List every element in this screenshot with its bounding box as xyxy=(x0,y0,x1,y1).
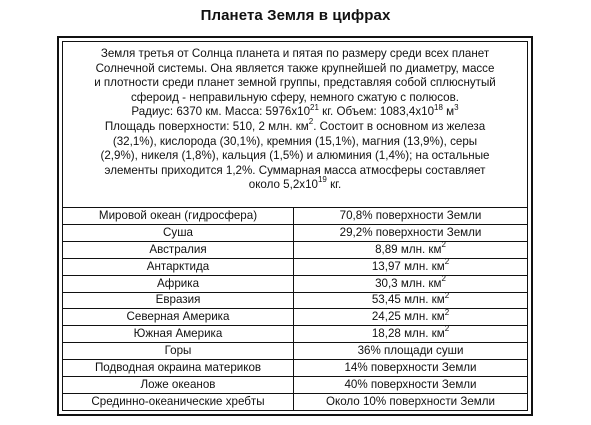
row-value-text: 24,25 млн. км xyxy=(371,310,445,324)
row-value-cell xyxy=(294,258,528,275)
row-value-text: 36% площади суши xyxy=(357,344,464,358)
intro-line-area xyxy=(67,117,523,135)
row-value-text: 18,28 млн. км xyxy=(371,327,445,341)
row-value-text: 29,2% поверхности Земли xyxy=(339,225,482,239)
row-name-cell: Евразия xyxy=(63,292,294,309)
facts-inner xyxy=(62,41,528,411)
table-row xyxy=(63,292,527,309)
page-title: Планета Земля в цифрах xyxy=(200,7,391,24)
mass-exponent: 21 xyxy=(310,102,319,112)
row-value-exponent: 2 xyxy=(444,258,450,266)
intro-line: элементы приходится 1,2%. Суммарная масса атмосферы составляет xyxy=(104,163,486,177)
row-value-cell xyxy=(294,377,528,394)
intro-line: (2,9%), никеля (1,8%), кальция (1,5%) и алюминия (1,4%); на остальные xyxy=(100,149,490,163)
row-value-exponent: 2 xyxy=(444,308,450,317)
row-value-cell xyxy=(294,326,528,343)
row-value-text: 40% поверхности Земли xyxy=(344,378,477,391)
facts-frame xyxy=(57,36,533,416)
row-value-cell xyxy=(294,343,528,360)
row-name-cell: Южная Америка xyxy=(63,326,294,343)
row-value-cell xyxy=(294,393,528,410)
volume-exponent: 18 xyxy=(434,102,443,112)
intro-line: Солнечной системы. Она является также крупнейшей по диаметру, массе xyxy=(95,61,495,75)
table-row xyxy=(63,208,527,224)
intro-text xyxy=(63,42,527,208)
intro-line-radius-mass-volume xyxy=(67,102,523,120)
volume-unit-exponent: 3 xyxy=(454,102,459,112)
facts-table-body xyxy=(63,208,527,410)
table-row xyxy=(63,241,527,258)
area-text: Площадь поверхности: 510, 2 млн. км xyxy=(104,119,309,133)
table-row xyxy=(63,258,527,275)
area-unit-exponent: 2 xyxy=(308,117,314,127)
row-value-cell xyxy=(294,241,528,258)
row-name-cell: Суша xyxy=(63,224,294,241)
table-row xyxy=(63,343,527,360)
atmosphere-unit: кг. xyxy=(326,178,342,192)
table-row xyxy=(63,360,527,377)
intro-line: Земля третья от Солнца планета и пятая по размеру среди всех планет xyxy=(100,47,490,60)
row-value-exponent: 2 xyxy=(444,325,450,334)
row-name-cell: Срединно-океанические хребты xyxy=(63,393,294,410)
row-value-cell xyxy=(294,292,528,309)
row-value-text: 70,8% поверхности Земли xyxy=(339,208,482,222)
intro-line: (32,1%), кислорода (30,1%), кремния (15,1%), магния (13,9%), серы xyxy=(112,134,478,148)
radius-mass-text: Радиус: 6370 км. Масса: 5976x10 xyxy=(131,105,311,119)
row-value-text: 53,45 млн. км xyxy=(371,293,445,307)
row-value-cell xyxy=(294,360,528,377)
intro-line: и плотности среди планет земной группы, представляя собой сплюснутый xyxy=(94,76,496,90)
row-value-cell xyxy=(294,224,528,241)
row-value-text: Около 10% поверхности Земли xyxy=(325,394,496,408)
row-value-text: 14% поверхности Земли xyxy=(344,361,477,375)
row-name-cell: Антарктида xyxy=(63,258,294,275)
volume-unit: м xyxy=(442,105,455,119)
table-row xyxy=(63,224,527,241)
intro-line: сфероид - неправильную сферу, немного сжатую с полюсов. xyxy=(130,90,460,104)
row-value-text: 8,89 млн. км xyxy=(375,242,442,256)
row-name-cell: Мировой океан (гидросфера) xyxy=(63,208,294,224)
row-value-exponent: 2 xyxy=(444,292,450,300)
row-value-cell xyxy=(294,208,528,224)
table-row xyxy=(63,377,527,394)
row-value-cell xyxy=(294,309,528,326)
atmosphere-exponent: 19 xyxy=(317,175,327,185)
row-name-cell: Австралия xyxy=(63,241,294,258)
atmosphere-mass: около 5,2x10 xyxy=(248,178,318,192)
row-value-cell xyxy=(294,275,528,292)
row-name-cell: Подводная окраина материков xyxy=(63,360,294,377)
volume-text: кг. Объем: 1083,4x10 xyxy=(318,105,435,119)
table-row xyxy=(63,275,527,292)
composition-start: . Состоит в основном из железа xyxy=(313,119,486,133)
intro-line-atmosphere xyxy=(67,175,523,193)
facts-table xyxy=(63,208,527,410)
row-name-cell: Горы xyxy=(63,343,294,360)
table-row xyxy=(63,326,527,343)
row-value-exponent: 2 xyxy=(441,275,446,283)
row-name-cell: Африка xyxy=(63,275,294,292)
row-value-exponent: 2 xyxy=(441,241,446,249)
table-row xyxy=(63,309,527,326)
row-name-cell: Северная Америка xyxy=(63,309,294,326)
row-value-text: 13,97 млн. км xyxy=(371,259,445,273)
row-name-cell: Ложе океанов xyxy=(63,377,294,394)
table-row xyxy=(63,393,527,410)
row-value-text: 30,3 млн. км xyxy=(375,276,442,290)
